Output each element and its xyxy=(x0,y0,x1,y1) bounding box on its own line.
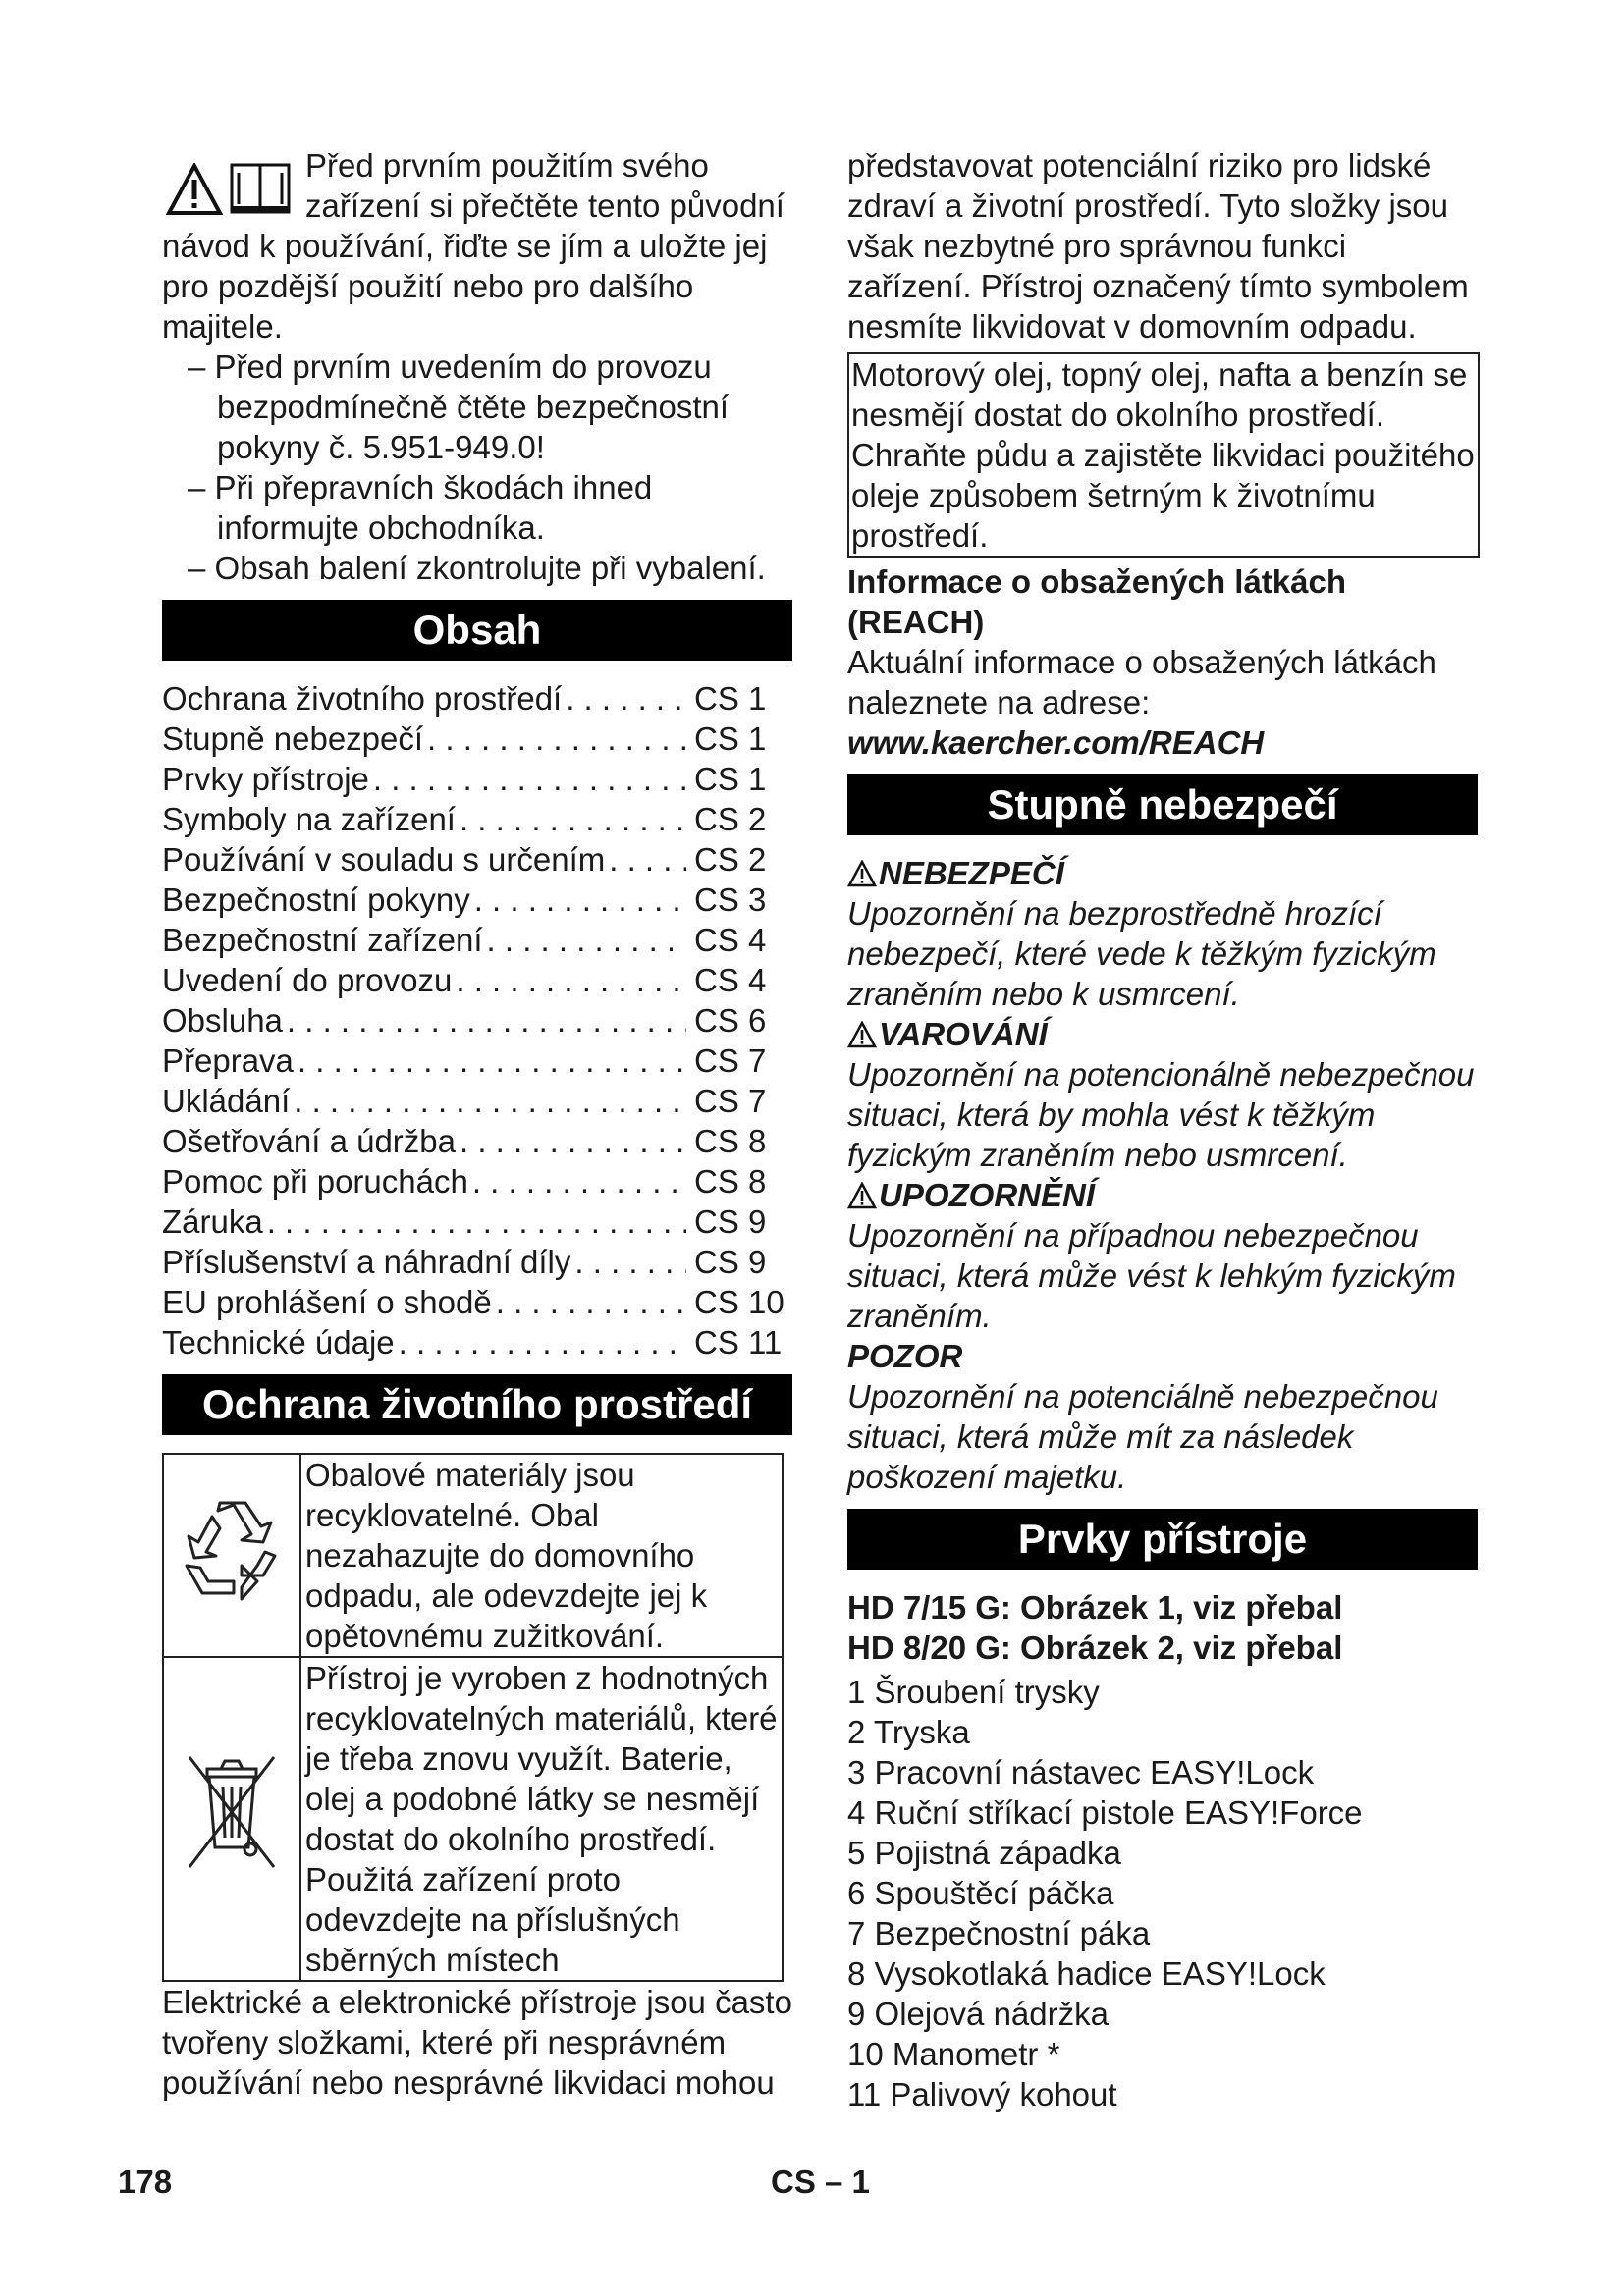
toc-entry-page: CS 6 xyxy=(694,1002,767,1039)
toc-entry-title: Ošetřování a údržba xyxy=(162,1123,456,1159)
toc-entry-title: Symboly na zařízení xyxy=(162,801,456,837)
manual-book-icon xyxy=(229,159,292,216)
toc-entry[interactable] xyxy=(162,1242,792,1282)
left-column xyxy=(162,145,792,2103)
warning-triangle-icon xyxy=(166,163,223,216)
toc-entry[interactable] xyxy=(162,1081,792,1121)
page-code: CS – 1 xyxy=(771,2163,870,2200)
warning-triangle-icon xyxy=(847,860,877,887)
list-item: 3 Pracovní nástavec EASY!Lock xyxy=(847,1754,1315,1790)
caution-text: Upozornění na potenciálně nebezpečnou situaci, která může mít za následek poškození majetku. xyxy=(847,1378,1438,1495)
disposal-text: Přístroj je vyroben z hodnotných recyklovatelných materiálů, které je třeba znovu využít. Baterie, olej a podobné látky se nesmějí dostat do okolního prostředí. Použitá zařízení proto odevzdejte na příslušných sběrných místech xyxy=(300,1657,783,1981)
toc-entry-title: Pomoc při poruchách xyxy=(162,1163,468,1200)
toc-entry[interactable] xyxy=(162,1322,792,1362)
toc-entry-title: Záruka xyxy=(162,1203,263,1240)
toc-entry-page: CS 8 xyxy=(694,1163,767,1200)
toc-entry-title: EU prohlášení o shodě xyxy=(162,1284,492,1320)
toc-entry-page: CS 7 xyxy=(694,1042,767,1079)
warning-triangle-icon xyxy=(847,1182,877,1209)
toc-entry[interactable] xyxy=(162,759,792,799)
intro-list-item: – Při přepravních škodách ihned informujte obchodníka. xyxy=(188,469,653,546)
toc-entry-page: CS 9 xyxy=(694,1244,767,1280)
toc-entry[interactable] xyxy=(162,799,792,839)
toc-entry[interactable] xyxy=(162,1041,792,1081)
toc-entry[interactable] xyxy=(162,1201,792,1242)
list-item: 9 Olejová nádržka xyxy=(847,1996,1109,2032)
elements-list xyxy=(847,1672,1478,2114)
toc-entry[interactable] xyxy=(162,1161,792,1201)
toc-entry-page: CS 11 xyxy=(694,1324,783,1361)
toc-entry[interactable] xyxy=(162,880,792,920)
oil-notice-box: Motorový olej, topný olej, nafta a benzín se nesmějí dostat do okolního prostředí. Chraňte půdu a zajistěte likvidaci použitého oleje způsobem šetrným k životnímu prostředí. xyxy=(847,352,1480,558)
hazard-level-label: UPOZORNĚNÍ xyxy=(879,1177,1096,1213)
caution-label: POZOR xyxy=(847,1338,963,1374)
toc-entry-title: Obsluha xyxy=(162,1002,283,1039)
hazard-heading: Stupně nebezpečí xyxy=(847,774,1478,835)
crossed-bin-icon xyxy=(178,1751,286,1879)
hazard-level-text: Upozornění na potencionálně nebezpečnou situaci, která by mohla vést k těžkým fyzickým zraněním nebo usmrcení. xyxy=(847,1056,1475,1173)
intro-block xyxy=(162,145,792,588)
list-item: 10 Manometr * xyxy=(847,2036,1060,2072)
toc-entry-page: CS 7 xyxy=(694,1083,767,1119)
toc-entry-title: Stupně nebezpečí xyxy=(162,721,424,757)
list-item: 11 Palivový kohout xyxy=(847,2076,1117,2112)
toc-entry[interactable] xyxy=(162,1282,792,1322)
toc-entry-title: Přeprava xyxy=(162,1042,294,1079)
toc-entry-title: Používání v souladu s určením xyxy=(162,841,606,878)
toc-entry-title: Ukládání xyxy=(162,1083,291,1119)
warning-triangle-icon xyxy=(847,1021,877,1048)
toc-entry-page: CS 1 xyxy=(694,761,767,797)
intro-list xyxy=(162,347,792,588)
toc-entry-title: Bezpečnostní zařízení xyxy=(162,922,483,958)
figure-ref: HD 8/20 G: Obrázek 2, viz přebal xyxy=(847,1629,1343,1666)
table-row xyxy=(163,1454,783,1657)
contents-heading: Obsah xyxy=(162,600,792,661)
figure-ref: HD 7/15 G: Obrázek 1, viz přebal xyxy=(847,1589,1343,1626)
toc-entry-page: CS 2 xyxy=(694,801,767,837)
toc-entry-page: CS 4 xyxy=(694,962,767,998)
toc-entry-page: CS 3 xyxy=(694,881,767,918)
list-item: 7 Bezpečnostní páka xyxy=(847,1915,1151,1951)
toc-entry-title: Prvky přístroje xyxy=(162,761,369,797)
toc-entry-page: CS 9 xyxy=(694,1203,767,1240)
electronics-text-continued: představovat potenciální riziko pro lidské zdraví a životní prostředí. Tyto složky jsou však nezbytné pro správnou funkci zařízení. Přístroj označený tímto symbolem nesmíte likvidovat v domovním odpadu. xyxy=(847,147,1469,345)
toc-entry-page: CS 1 xyxy=(694,721,767,757)
recycle-text: Obalové materiály jsou recyklovatelné. Obal nezahazujte do domovního odpadu, ale odevzdejte jej k opětovnému zužitkování. xyxy=(300,1454,783,1657)
toc-entry-title: Bezpečnostní pokyny xyxy=(162,881,470,918)
hazard-level-label: NEBEZPEČÍ xyxy=(879,855,1064,891)
toc-entry[interactable] xyxy=(162,678,792,719)
list-item: 6 Spouštěcí páčka xyxy=(847,1875,1114,1911)
list-item: 4 Ruční stříkací pistole EASY!Force xyxy=(847,1794,1363,1831)
list-item: 1 Šroubení trysky xyxy=(847,1674,1100,1710)
toc-entry-page: CS 2 xyxy=(694,841,767,878)
reach-text: Aktuální informace o obsažených látkách naleznete na adrese: xyxy=(847,644,1436,721)
hazard-level-text: Upozornění na případnou nebezpečnou situaci, která může vést k lehkým fyzickým zraněním. xyxy=(847,1217,1456,1334)
list-item: 2 Tryska xyxy=(847,1714,970,1750)
toc-entry[interactable] xyxy=(162,960,792,1000)
reach-heading: Informace o obsažených látkách (REACH) xyxy=(847,563,1347,640)
toc-entry[interactable] xyxy=(162,839,792,880)
toc-entry[interactable] xyxy=(162,1000,792,1041)
caution-level xyxy=(847,1336,1478,1497)
toc-entry-page: CS 4 xyxy=(694,922,767,958)
recycle-icon xyxy=(173,1497,291,1605)
page-number: 178 xyxy=(118,2163,173,2200)
right-column xyxy=(847,145,1478,2114)
hazard-level xyxy=(847,853,1478,1014)
toc-entry[interactable] xyxy=(162,1121,792,1161)
toc-entry-page: CS 1 xyxy=(694,680,767,717)
elements-heading: Prvky přístroje xyxy=(847,1509,1478,1570)
toc-entry[interactable] xyxy=(162,920,792,960)
toc-entry-title: Ochrana životního prostředí xyxy=(162,680,563,717)
intro-icons xyxy=(166,153,292,216)
hazard-level xyxy=(847,1175,1478,1336)
toc-entry-page: CS 10 xyxy=(694,1284,785,1320)
intro-list-item: – Obsah balení zkontrolujte při vybalení. xyxy=(188,550,766,586)
reach-link[interactable]: www.kaercher.com/REACH xyxy=(847,724,1265,761)
hazard-level-text: Upozornění na bezprostředně hrozící nebezpečí, které vede k těžkým fyzickým zraněním nebo k usmrcení. xyxy=(847,895,1436,1012)
intro-text: Před prvním použitím svého zařízení si přečtěte tento původní návod k používání, řiďte se jím a uložte jej pro pozdější použití nebo pro dalšího majitele. xyxy=(162,147,785,345)
electronics-text: Elektrické a elektronické přístroje jsou často tvořeny složkami, které při nesprávném používání nebo nesprávné likvidaci mohou xyxy=(162,1984,792,2101)
table-of-contents xyxy=(162,678,792,1362)
toc-entry-title: Technické údaje xyxy=(162,1324,395,1361)
toc-entry-title: Uvedení do provozu xyxy=(162,962,453,998)
table-row xyxy=(163,1657,783,1981)
toc-entry-page: CS 8 xyxy=(694,1123,767,1159)
toc-entry[interactable] xyxy=(162,719,792,759)
list-item: 5 Pojistná západka xyxy=(847,1835,1121,1871)
hazard-level xyxy=(847,1014,1478,1175)
list-item: 8 Vysokotlaká hadice EASY!Lock xyxy=(847,1955,1326,1992)
intro-list-item: – Před prvním uvedením do provozu bezpodmínečně čtěte bezpečnostní pokyny č. 5.951-949.0! xyxy=(188,348,730,465)
hazard-level-label: VAROVÁNÍ xyxy=(879,1016,1048,1052)
toc-entry-title: Příslušenství a náhradní díly xyxy=(162,1244,571,1280)
environment-heading: Ochrana životního prostředí xyxy=(162,1374,792,1435)
environment-table xyxy=(162,1453,784,1982)
